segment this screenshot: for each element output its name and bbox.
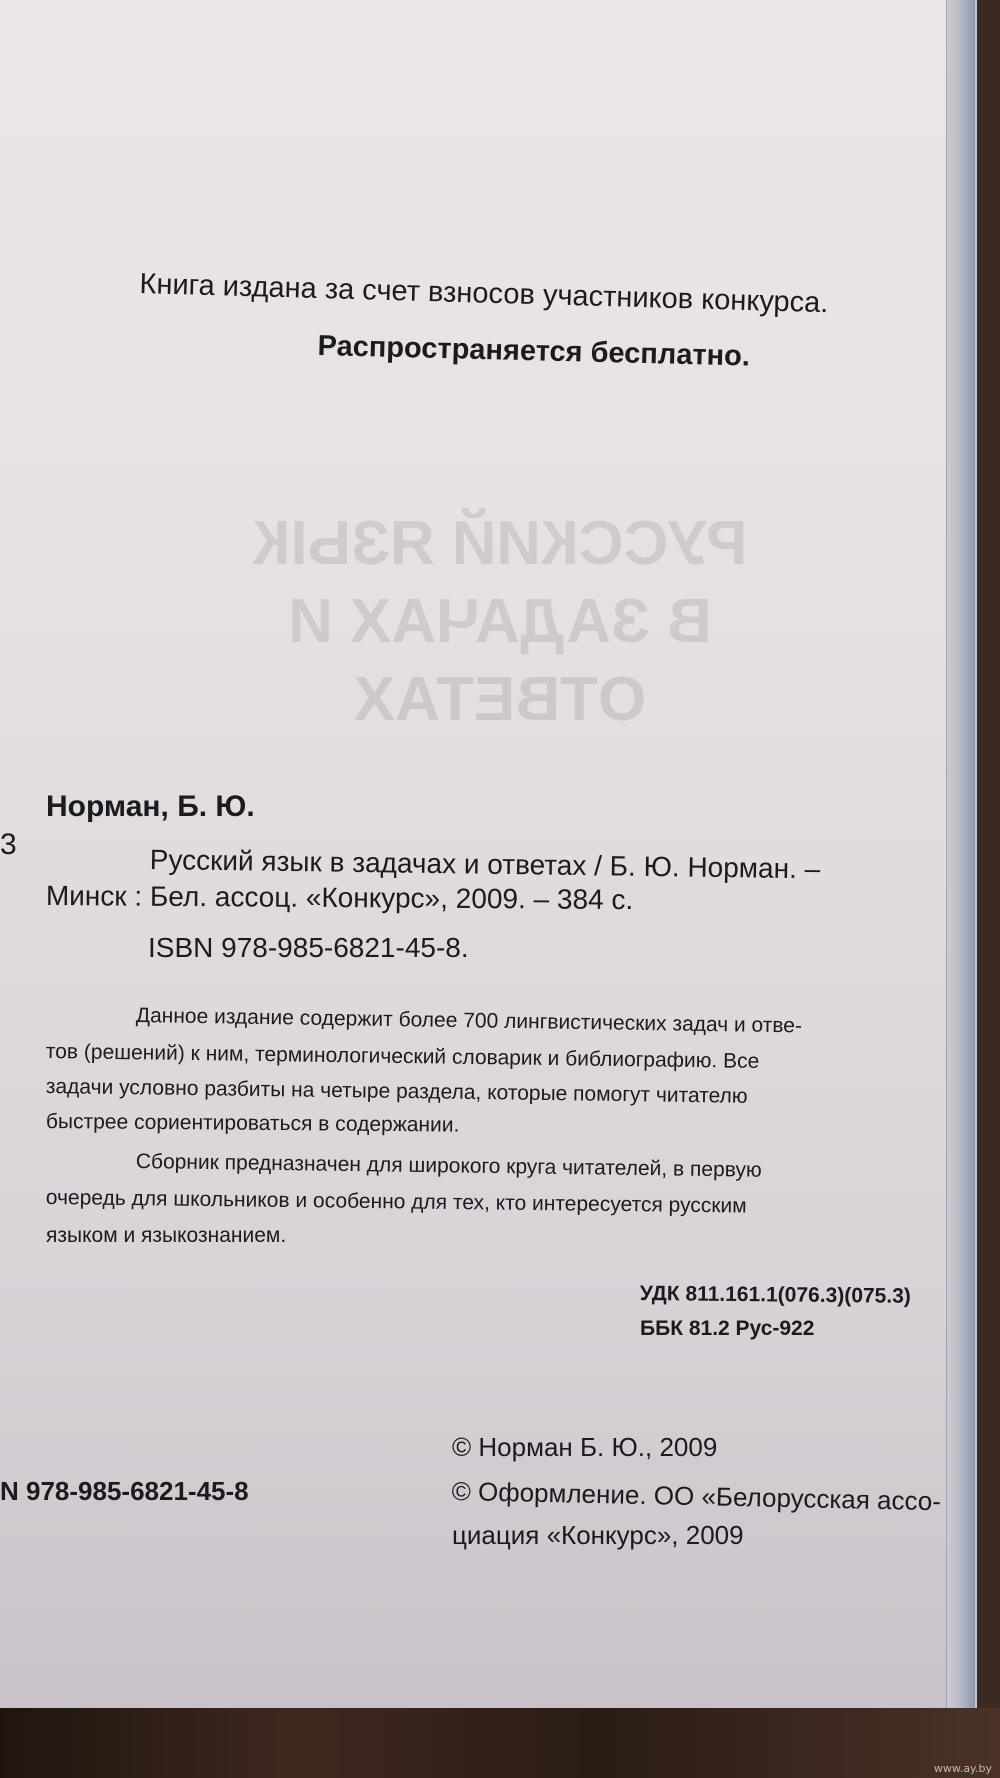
annotation-line-7: языком и языкознанием.: [46, 1224, 287, 1247]
copyright-design-line-2: циация «Конкурс», 2009: [452, 1520, 744, 1550]
imprint-line: Минск : Бел. ассоц. «Конкурс», 2009. – 384 с.: [45, 880, 634, 916]
background-surface: [0, 1708, 1000, 1778]
annotation-line-4: быстрее сориентироваться в содержании.: [45, 1110, 460, 1137]
isbn-left-edge: N 978-985-6821-45-8: [0, 1476, 249, 1506]
book-title-line: Русский язык в задачах и ответах / Б. Ю. Норман. –: [149, 844, 821, 885]
copyright-design-line-1: © Оформление. ОО «Белорусская ассо-: [451, 1476, 942, 1517]
annotation-line-5: Сборник предназначен для широкого круга читателей, в первую: [135, 1150, 762, 1182]
show-through-line-2: В ЗАДАЧАХ И ОТВЕТАХ: [288, 587, 712, 734]
annotation-line-1: Данное издание содержит более 700 лингвистических задач и отве-: [135, 1004, 803, 1038]
show-through-line-1: РУССКИЙ ЯЗЫК: [252, 509, 748, 578]
left-edge-char: 3: [0, 828, 17, 861]
annotation-line-2: тов (решений) к ним, терминологический словарик и библиографию. Все: [45, 1040, 760, 1073]
site-watermark: www.ay.by: [933, 1762, 992, 1775]
bbk-code: ББК 81.2 Рус-922: [640, 1317, 815, 1340]
author-heading: Норман, Б. Ю.: [46, 790, 255, 823]
distribution-note: Книга издана за счет взносов участников конкурса.: [139, 268, 829, 320]
annotation-line-6: очередь для школьников и особенно для тех, кто интересуется русским: [45, 1186, 747, 1218]
udk-code: УДК 811.161.1(076.3)(075.3): [639, 1282, 911, 1308]
page-edge: [946, 0, 975, 1708]
free-distribution-note: Распространяется бесплатно.: [317, 330, 751, 373]
annotation-line-3: задачи условно разбиты на четыре раздела, которые помогут читателю: [45, 1075, 748, 1108]
show-through-title: [140, 505, 860, 739]
isbn-line: ISBN 978-985-6821-45-8.: [148, 932, 469, 963]
copyright-author: © Норман Б. Ю., 2009: [452, 1432, 718, 1462]
